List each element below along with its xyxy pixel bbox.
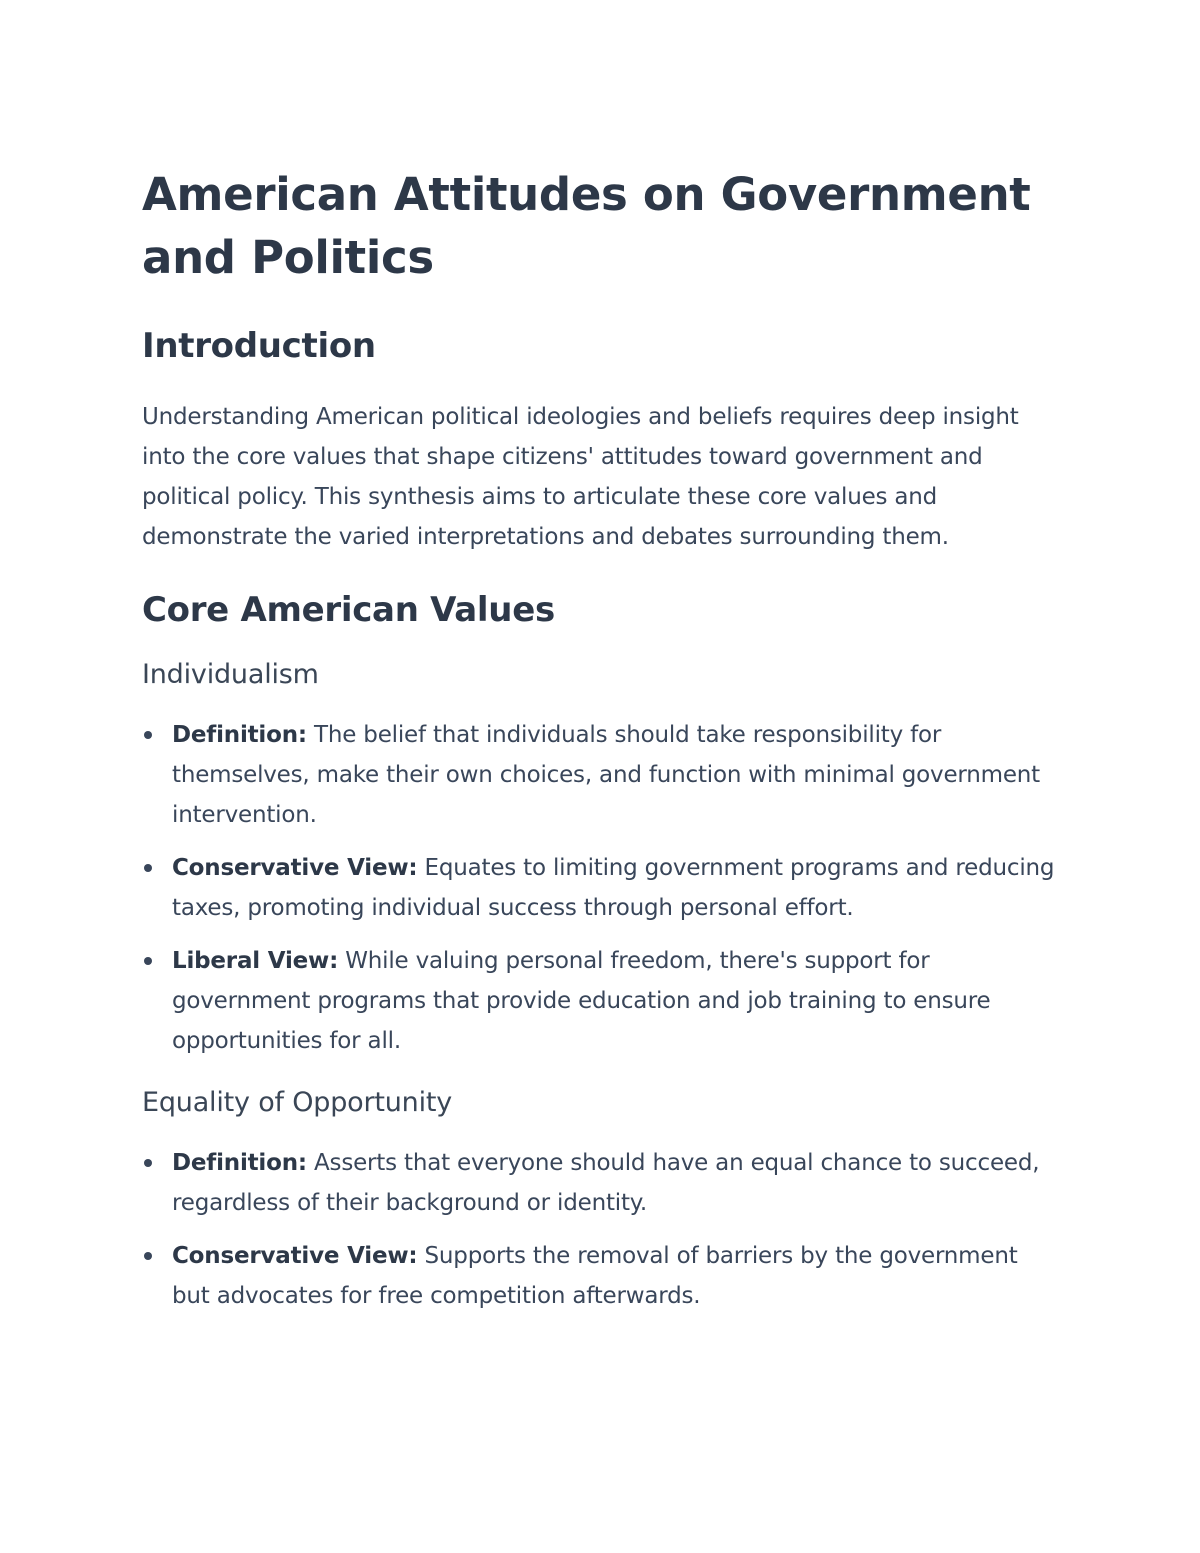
introduction-paragraph: Understanding American political ideologies and beliefs requires deep insight into the core values that shape citizens' attitudes toward government and political policy. This synthesis aims to articulate these core values and demonstrate the varied interpretations and debates surrounding them. [142, 404, 1019, 550]
equality-of-opportunity-heading: Equality of Opportunity [142, 1087, 453, 1118]
bullet-icon [144, 1159, 152, 1167]
core-values-heading: Core American Values [142, 590, 555, 630]
list-item-term: Conservative View: [172, 1243, 418, 1269]
list-item-term: Conservative View: [172, 855, 418, 881]
list-item [142, 1143, 1060, 1223]
document-title: American Attitudes on Government and Politics [142, 168, 1031, 284]
list-item-text: Supports the removal of barriers by the government but advocates for free competition afterwards. [172, 1243, 1018, 1309]
list-item [142, 941, 1060, 1061]
list-item [142, 1236, 1060, 1316]
list-item-text: Equates to limiting government programs and reducing taxes, promoting individual success through personal effort. [172, 855, 1055, 921]
individualism-list [142, 715, 1060, 1061]
bullet-icon [144, 731, 152, 739]
list-item-term: Definition: [172, 722, 307, 748]
list-item-term: Liberal View: [172, 948, 339, 974]
list-item-term: Definition: [172, 1150, 307, 1176]
list-item [142, 715, 1060, 835]
bullet-icon [144, 957, 152, 965]
introduction-heading: Introduction [142, 326, 376, 366]
equality-of-opportunity-list [142, 1143, 1060, 1316]
list-item [142, 848, 1060, 928]
list-item-text: While valuing personal freedom, there's support for government programs that provide education and job training to ensure opportunities for all. [172, 948, 991, 1054]
list-item-text: Asserts that everyone should have an equal chance to succeed, regardless of their background or identity. [172, 1150, 1040, 1216]
bullet-icon [144, 1252, 152, 1260]
individualism-heading: Individualism [142, 659, 319, 690]
bullet-icon [144, 864, 152, 872]
list-item-text: The belief that individuals should take responsibility for themselves, make their own choices, and function with minimal government intervention. [172, 722, 1040, 828]
